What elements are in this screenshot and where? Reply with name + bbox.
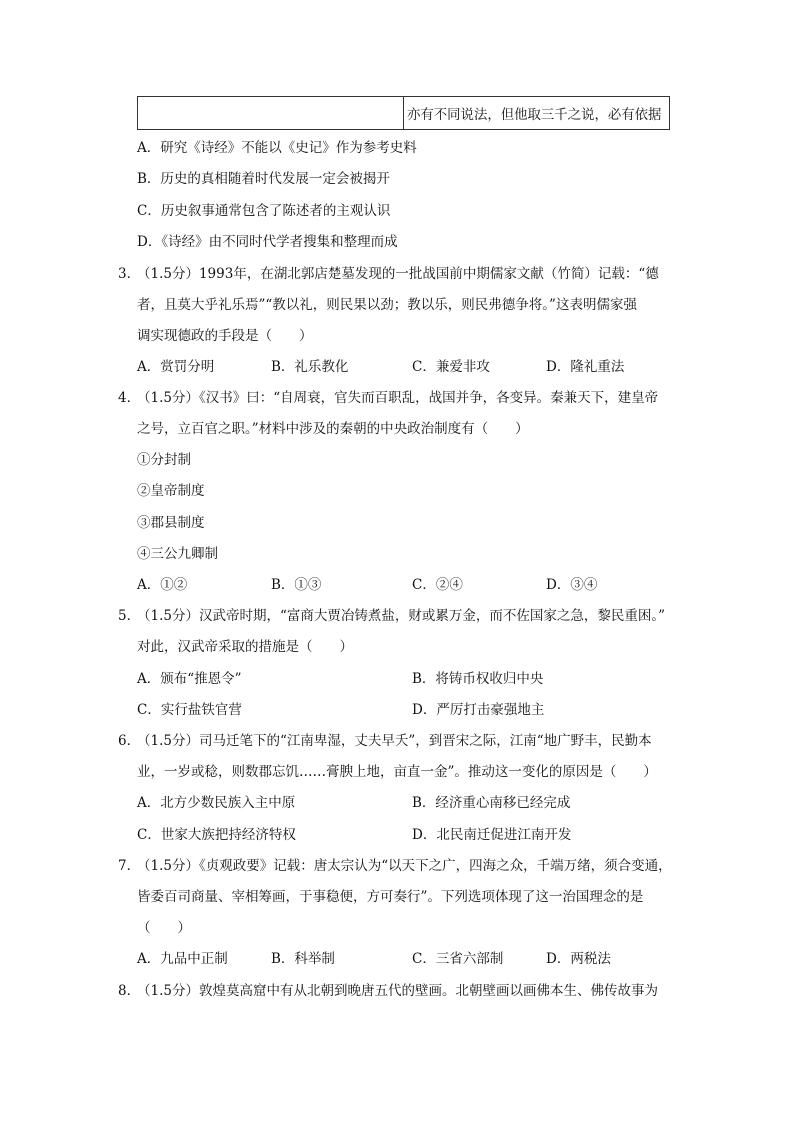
q4-item-4: ④三公九卿制 (137, 546, 218, 562)
q3-option-a: A．赏罚分明 (137, 359, 215, 375)
q3-option-d: D．隆礼重法 (546, 359, 625, 375)
q6-stem-line2: 业，一岁或稔，则数郡忘饥……膏腴上地，亩直一金”。推动这一变化的原因是（ ） (137, 764, 657, 780)
q5-option-d: D．严厉打击豪强地主 (412, 702, 545, 718)
q7-stem-line1: （1.5分）《贞观政要》记载：唐太宗认为“以天下之广，四海之众，千端万绪，须合变通， (137, 858, 672, 874)
q4-number: 4． (118, 390, 141, 406)
q3-stem-line3: 调实现德政的手段是（ ） (137, 328, 313, 344)
q5-stem-line2: 对此，汉武帝采取的措施是（ ） (137, 639, 353, 655)
q4-item-2: ②皇帝制度 (137, 483, 205, 499)
q6-option-d: D．北民南迁促进江南开发 (412, 827, 572, 843)
q7-option-a: A．九品中正制 (137, 951, 228, 967)
q6-option-b: B．经济重心南移已经完成 (412, 795, 571, 811)
table-cell-empty (138, 97, 404, 129)
q7-option-c: C．三省六部制 (412, 951, 504, 967)
q4-option-b: B．①③ (271, 577, 322, 593)
q5-stem-line1: （1.5分）汉武帝时期，“富商大贾冶铸煮盐，财或累万金，而不佐国家之急，黎民重困。” (137, 608, 666, 624)
table-fragment (137, 96, 670, 130)
q7-stem-line2: 皆委百司商量、宰相筹画，于事稳便，方可奏行”。下列选项体现了这一治国理念的是 (137, 889, 644, 905)
q4-stem-line2: 之号，立百官之职。”材料中涉及的秦朝的中央政治制度有（ ） (137, 421, 529, 437)
q7-number: 7． (118, 858, 141, 874)
q4-option-a: A．①② (137, 577, 188, 593)
q7-option-b: B．科举制 (271, 951, 335, 967)
q4-item-3: ③郡县制度 (137, 515, 205, 531)
q3-option-b: B．礼乐教化 (271, 359, 349, 375)
q5-option-c: C．实行盐铁官营 (137, 702, 242, 718)
q6-option-a: A．北方少数民族入主中原 (137, 795, 296, 811)
q4-stem-line1: （1.5分）《汉书》曰：“自周衰，官失而百职乱，战国并争，各变异。秦兼天下，建皇帝 (137, 390, 659, 406)
q4-option-d: D．③④ (546, 577, 598, 593)
q6-stem-line1: （1.5分）司马迁笔下的“江南卑湿，丈夫早夭”，到晋宋之际，江南“地广野丰，民勤本 (137, 733, 652, 749)
table-cell-text: 亦有不同说法，但他取三千之说，必有依据 (407, 107, 662, 123)
q3-option-c: C．兼爱非攻 (412, 359, 490, 375)
q4-option-c: C．②④ (412, 577, 463, 593)
q4-item-1: ①分封制 (137, 452, 191, 468)
q7-stem-line3: （ ） (137, 920, 191, 936)
q5-option-b: B．将铸币权收归中央 (412, 671, 544, 687)
q2-option-d: D．《诗经》由不同时代学者搜集和整理而成 (137, 234, 398, 250)
q5-number: 5． (118, 608, 141, 624)
q3-stem-line2: 者，且莫大乎礼乐焉”“教以礼，则民果以劲；教以乐，则民弗德争将。”这表明儒家强 (137, 297, 637, 313)
q8-number: 8． (118, 983, 141, 999)
q8-stem-line1: （1.5分）敦煌莫高窟中有从北朝到晚唐五代的壁画。北朝壁画以画佛本生、佛传故事为 (137, 983, 658, 999)
q5-option-a: A．颁布“推恩令” (137, 671, 242, 687)
q3-stem-line1: （1.5分）1993年，在湖北郭店楚墓发现的一批战国前中期儒家文献（竹简）记载：“德 (137, 266, 659, 282)
q6-option-c: C．世家大族把持经济特权 (137, 827, 296, 843)
q7-option-d: D．两税法 (546, 951, 611, 967)
q3-number: 3． (118, 266, 141, 282)
q2-option-c: C．历史叙事通常包含了陈述者的主观认识 (137, 203, 391, 219)
q2-option-a: A．研究《诗经》不能以《史记》作为参考史料 (137, 140, 417, 156)
q6-number: 6． (118, 733, 141, 749)
q2-option-b: B．历史的真相随着时代发展一定会被揭开 (137, 171, 390, 187)
